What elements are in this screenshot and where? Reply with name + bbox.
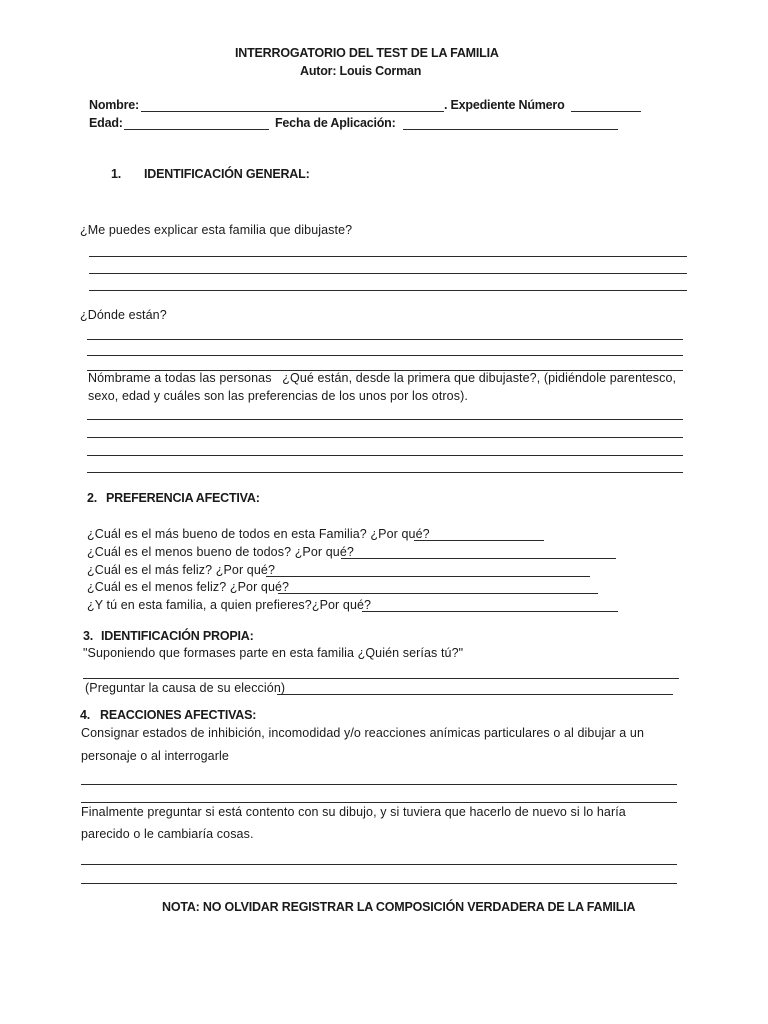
question-prefieres: ¿Y tú en esta familia, a quien prefieres?¿Por qué? [87, 598, 372, 612]
answer-line[interactable] [87, 419, 683, 420]
section-4-title: REACCIONES AFECTIVAS: [100, 708, 257, 722]
section-2-number: 2. [87, 491, 98, 505]
question-mas-bueno: ¿Cuál es el más bueno de todos en esta Familia? ¿Por qué? [87, 527, 430, 541]
closing-note: NOTA: NO OLVIDAR REGISTRAR LA COMPOSICIÓN VERDADERA DE LA FAMILIA [162, 900, 636, 914]
fecha-field-line[interactable] [403, 129, 618, 130]
answer-line[interactable] [81, 784, 677, 785]
instruction-consignar-line1: Consignar estados de inhibición, incomodidad y/o reacciones anímicas particulares o al dibujar a un [81, 726, 644, 740]
nombre-field-line[interactable] [141, 111, 444, 112]
answer-line[interactable] [89, 290, 687, 291]
answer-line[interactable] [87, 339, 683, 340]
answer-line[interactable] [362, 611, 618, 612]
answer-line[interactable] [81, 864, 677, 865]
answer-line[interactable] [87, 355, 683, 356]
question-familia: ¿Me puedes explicar esta familia que dibujaste? [80, 223, 353, 237]
document-author: Autor: Louis Corman [300, 64, 422, 78]
answer-line[interactable] [87, 437, 683, 438]
section-4-number: 4. [80, 708, 91, 722]
question-donde: ¿Dónde están? [80, 308, 167, 322]
question-personas-line1: Nómbrame a todas las personas ¿Qué están, desde la primera que dibujaste?, (pidiéndole parentesco, [88, 371, 677, 385]
answer-line[interactable] [87, 455, 683, 456]
question-menos-feliz: ¿Cuál es el menos feliz? ¿Por qué? [87, 580, 290, 594]
question-menos-bueno: ¿Cuál es el menos bueno de todos? ¿Por qué? [87, 545, 354, 559]
instruction-finalmente-line1: Finalmente preguntar si está contento con su dibujo, y si tuviera que hacerlo de nuevo si lo haría [81, 805, 626, 819]
expediente-field-line[interactable] [571, 111, 641, 112]
document-title: INTERROGATORIO DEL TEST DE LA FAMILIA [235, 46, 499, 60]
section-1-number: 1. [111, 167, 122, 181]
answer-line[interactable] [81, 802, 677, 803]
answer-line[interactable] [341, 558, 616, 559]
question-serias-tu: "Suponiendo que formases parte en esta familia ¿Quién serías tú?" [83, 646, 464, 660]
answer-line[interactable] [266, 576, 590, 577]
answer-line[interactable] [83, 678, 679, 679]
instruction-consignar-line2: personaje o al interrogarle [81, 749, 229, 763]
answer-line[interactable] [87, 472, 683, 473]
section-3-number: 3. [83, 629, 94, 643]
edad-label: Edad: [89, 116, 123, 130]
edad-field-line[interactable] [124, 129, 269, 130]
answer-line[interactable] [89, 273, 687, 274]
answer-line[interactable] [414, 540, 544, 541]
answer-line[interactable] [89, 256, 687, 257]
question-personas-line2: sexo, edad y cuáles son las preferencias de los unos por los otros). [88, 389, 468, 403]
section-3-title: IDENTIFICACIÓN PROPIA: [101, 629, 254, 643]
section-1-title: IDENTIFICACIÓN GENERAL: [144, 167, 310, 181]
section-2-title: PREFERENCIA AFECTIVA: [106, 491, 260, 505]
nombre-label: Nombre: [89, 98, 139, 112]
answer-line[interactable] [277, 694, 673, 695]
expediente-label: . Expediente Número [444, 98, 565, 112]
question-mas-feliz: ¿Cuál es el más feliz? ¿Por qué? [87, 563, 276, 577]
instruction-finalmente-line2: parecido o le cambiaría cosas. [81, 827, 254, 841]
answer-line[interactable] [278, 593, 598, 594]
fecha-label: Fecha de Aplicación: [275, 116, 396, 130]
instruction-causa: (Preguntar la causa de su elección) [85, 681, 286, 695]
answer-line[interactable] [81, 883, 677, 884]
